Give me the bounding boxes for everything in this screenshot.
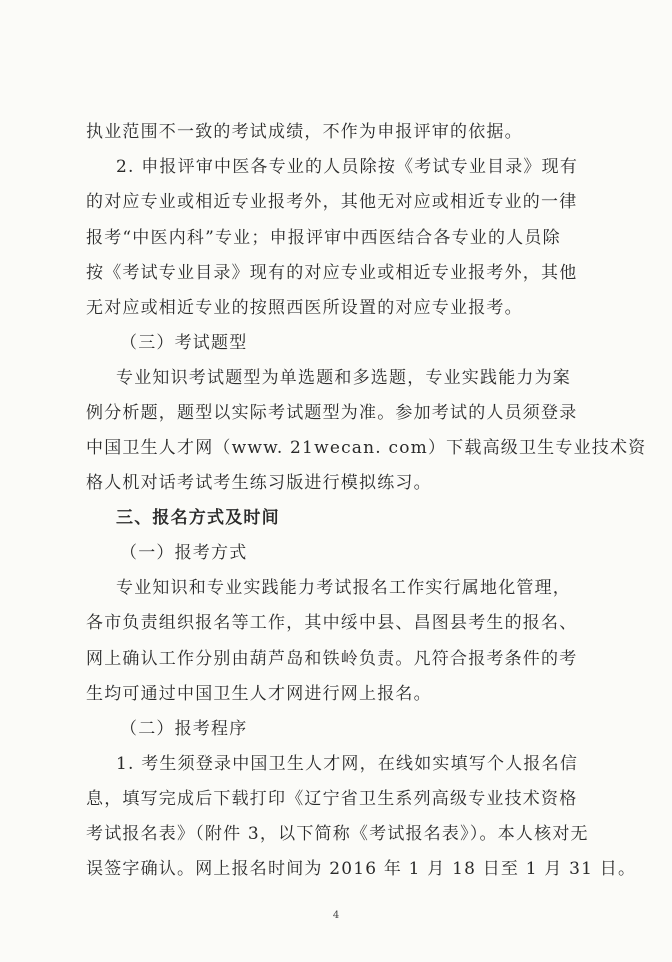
section-heading: 三、报名方式及时间 [116, 508, 280, 528]
paragraph-line: 息，填写完成后下载打印《辽宁省卫生系列高级专业技术资格 [86, 789, 578, 809]
paragraph-line: 无对应或相近专业的按照西医所设置的对应专业报考。 [86, 298, 523, 318]
paragraph-line: 生均可通过中国卫生人才网进行网上报名。 [86, 684, 432, 704]
paragraph-line: 报考“中医内科”专业；申报评审中西医结合各专业的人员除 [86, 228, 561, 248]
paragraph-line: 1. 考生须登录中国卫生人才网，在线如实填写个人报名信 [116, 754, 579, 774]
section-heading: （三）考试题型 [120, 333, 248, 353]
paragraph-line: 各市负责组织报名等工作，其中绥中县、昌图县考生的报名、 [86, 613, 578, 633]
page-number: 4 [332, 910, 340, 921]
paragraph-line: 考试报名表》（附件 3，以下简称《考试报名表》）。本人核对无 [86, 824, 589, 844]
paragraph-line: 专业知识考试题型为单选题和多选题，专业实践能力为案 [116, 368, 571, 388]
paragraph-line: 专业知识和专业实践能力考试报名工作实行属地化管理， [116, 578, 571, 598]
section-heading: （一）报考方式 [120, 543, 248, 563]
paragraph-line: 的对应专业或相近专业报考外，其他无对应或相近专业的一律 [86, 192, 578, 212]
paragraph-line: 误签字确认。网上报名时间为 2016 年 1 月 18 日至 1 月 31 日。 [86, 859, 637, 879]
paragraph-line: 按《考试专业目录》现有的对应专业或相近专业报考外，其他 [86, 263, 578, 283]
paragraph-line: 执业范围不一致的考试成绩，不作为申报评审的依据。 [86, 122, 523, 142]
paragraph-line: 格人机对话考试考生练习版进行模拟练习。 [86, 473, 432, 493]
paragraph-line: 网上确认工作分别由葫芦岛和铁岭负责。凡符合报考条件的考 [86, 649, 578, 669]
paragraph-line: 中国卫生人才网（www. 21wecan. com）下载高级卫生专业技术资 [86, 438, 647, 458]
paragraph-line: 2. 申报评审中医各专业的人员除按《考试专业目录》现有 [116, 157, 579, 177]
section-heading: （二）报考程序 [120, 719, 248, 739]
paragraph-line: 例分析题，题型以实际考试题型为准。参加考试的人员须登录 [86, 403, 578, 423]
